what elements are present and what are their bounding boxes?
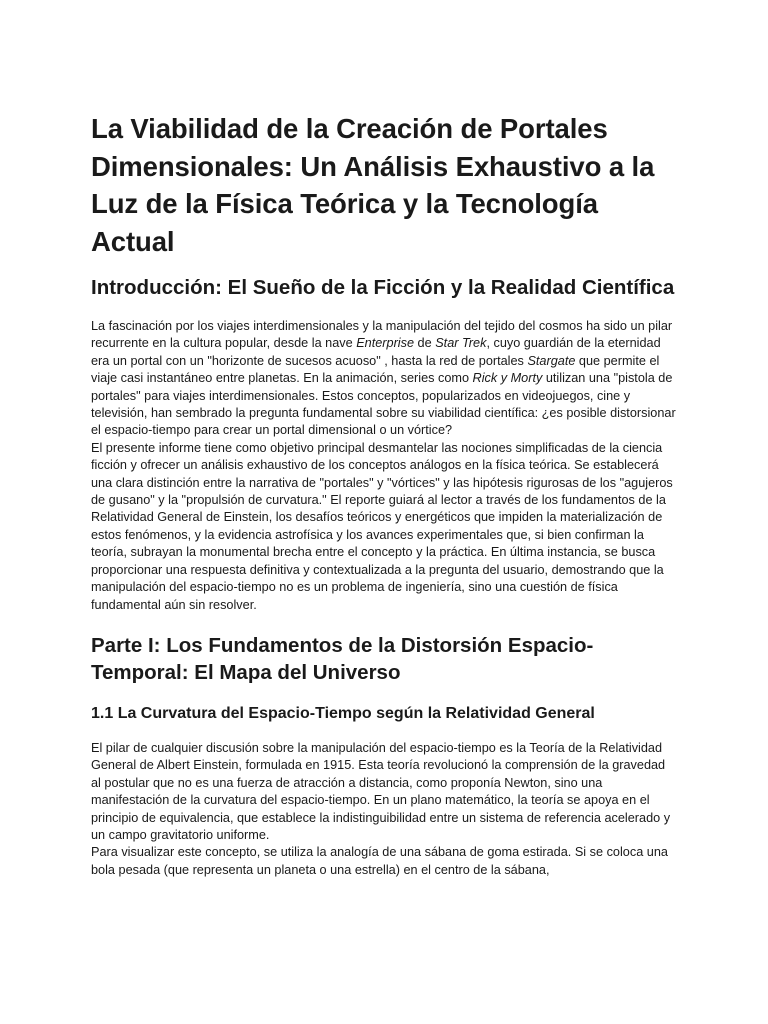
intro-text-1: La fascinación por los viajes interdimensionales y la manipulación del tejido del cosmos ha sido un pilar recurrente en la cultura popular, desde la nave bbox=[91, 319, 673, 351]
intro-italic-star-trek: Star Trek bbox=[435, 336, 487, 351]
section-1-1-paragraph-2: Para visualizar este concepto, se utiliza la analogía de una sábana de goma estirada. Si se coloca una bola pesada (que representa un planeta o una estrella) en el centro de la sábana, bbox=[91, 845, 668, 877]
intro-heading: Introducción: El Sueño de la Ficción y la Realidad Científica bbox=[91, 276, 675, 299]
intro-text-5: utilizan una "pistola de portales" para viajes interdimensionales. Estos conceptos, popularizados en videojuegos, cine y televisión, han sembrado la pregunta fundamental sobre su viabilidad científica: ¿es posible distorsionar el espacio-tiempo para crear un portal dimensional o un vórtice? bbox=[91, 371, 676, 438]
section-1-1-heading: 1.1 La Curvatura del Espacio-Tiempo según la Relatividad General bbox=[91, 704, 595, 722]
intro-text-3: , cuyo guardián de la eternidad era un portal con un "horizonte de sucesos acuoso" , hasta la red de portales bbox=[91, 336, 661, 368]
document-title: La Viabilidad de la Creación de Portales Dimensionales: Un Análisis Exhaustivo a la Luz de la Física Teórica y la Tecnología Actual bbox=[91, 113, 655, 257]
part1-heading: Parte I: Los Fundamentos de la Distorsión Espacio-Temporal: El Mapa del Universo bbox=[91, 633, 594, 684]
intro-paragraph-2: El presente informe tiene como objetivo principal desmantelar las nociones simplificadas de la ciencia ficción y ofrecer un análisis exhaustivo de los conceptos análogos en la física teórica. Se establecerá una clara distinción entre la narrativa de "portales" y "vórtices" y las hipótesis rigurosas de los "agujeros de gusano" y la "propulsión de curvatura." El reporte guiará al lector a través de los fundamentos de la Relatividad General de Einstein, los desafíos teóricos y energéticos que impiden la materialización de estos fenómenos, y la evidencia astrofísica y los avances experimentales que, si bien confirman la teoría, subrayan la monumental brecha entre el concepto y la práctica. En última instancia, se busca proporcionar una respuesta definitiva y contextualizada a la pregunta del usuario, demostrando que la manipulación del espacio-tiempo no es un problema de ingeniería, sino una cuestión de física fundamental aún sin resolver. bbox=[91, 440, 673, 612]
intro-italic-enterprise: Enterprise bbox=[356, 336, 415, 351]
intro-text-4: que permite el viaje casi instantáneo entre planetas. En la animación, series como bbox=[91, 353, 660, 386]
intro-paragraph-1 bbox=[91, 318, 678, 440]
section-1-1-paragraph-1: El pilar de cualquier discusión sobre la manipulación del espacio-tiempo es la Teoría de la Relatividad General de Albert Einstein, formulada en 1915. Esta teoría revolucionó la comprensión de la gravedad al postular que no es una fuerza de atracción a distancia, como proponía Newton, sino una manifestación de la curvatura del espacio-tiempo. En un plano matemático, la teoría se apoya en el principio de equivalencia, que establece la indistinguibilidad entre un sistema de referencia acelerado y un campo gravitatorio uniforme. bbox=[91, 740, 671, 842]
intro-italic-stargate: Stargate bbox=[527, 353, 576, 368]
intro-text-2: de bbox=[414, 336, 436, 351]
intro-italic-rick-y-morty: Rick y Morty bbox=[472, 371, 543, 386]
